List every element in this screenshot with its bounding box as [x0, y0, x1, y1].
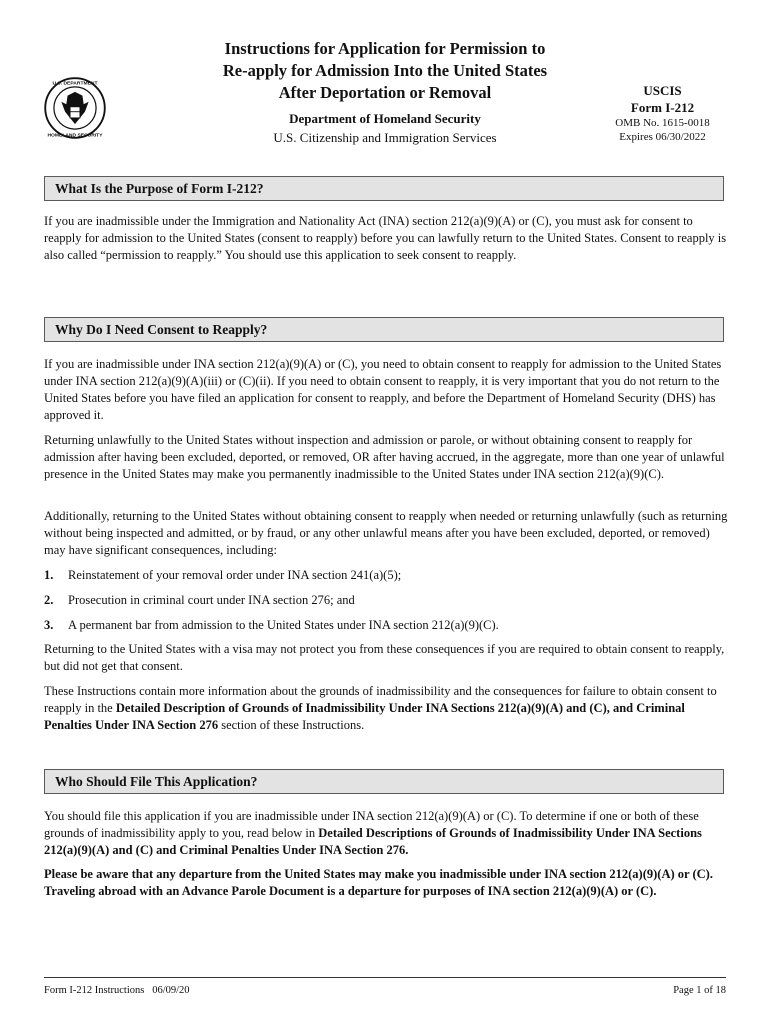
section-heading-why: Why Do I Need Consent to Reapply? [44, 317, 724, 342]
agency-name: U.S. Citizenship and Immigration Services [273, 130, 497, 145]
para5-text-c: section of these Instructions. [218, 718, 365, 732]
svg-text:HOMELAND SECURITY: HOMELAND SECURITY [47, 133, 103, 139]
list-number: 1. [44, 568, 54, 582]
who-paragraph-2-warning: Please be aware that any departure from the United States may make you inadmissible under INA section 212(a)(9)(A) or (C). Traveling abroad with an Advance Parole Document is a departure for purposes of INA section 212(a)(9)(A) or (C). [44, 867, 713, 898]
para5-bold-reference: Detailed Description of Grounds of Inadmissibility Under INA Sections 212(a)(9)(A) and (C), and Criminal Penalties Under INA Section 276 [44, 701, 685, 732]
department-name: Department of Homeland Security [289, 111, 481, 126]
why-paragraph-2: Returning unlawfully to the United States without inspection and admission or parole, or without obtaining consent to reapply for admission after having been excluded, deported, or removed, OR after having accrued, in the aggregate, more than one year of unlawful presence in the United States may make you permanently inadmissible to the United States under INA section 212(a)(9)(C). [44, 433, 725, 481]
list-number: 2. [44, 593, 54, 607]
title-line-1: Instructions for Application for Permission to [224, 39, 546, 58]
svg-text:U.S. DEPARTMENT: U.S. DEPARTMENT [52, 81, 98, 87]
form-id-block [600, 82, 725, 144]
why-paragraph-4: Returning to the United States with a visa may not protect you from these consequences if you are required to obtain consent to reapply, but did not get that consent. [44, 642, 725, 673]
section-heading-purpose: What Is the Purpose of Form I-212? [44, 176, 724, 201]
para5-text-a: These Instructions contain more information about the grounds of inadmissibility and the consequences for failure to obtain consent to reapply in the [44, 684, 717, 715]
why-paragraph-1: If you are inadmissible under INA section 212(a)(9)(A) or (C), you need to obtain consent to reapply for admission to the United States under INA section 212(a)(9)(A)(iii) or (C)(ii). If you need to obtain consent to reapply, it is very important that you do not return to the United States before you have filed an application for consent to reapply, and before the Department of Homeland Security (DHS) has approved it. [44, 357, 722, 422]
purpose-paragraph: If you are inadmissible under the Immigration and Nationality Act (INA) section 212(a)(9)(A) or (C), you must ask for consent to reapply for admission to the United States (consent to reapply) before you can lawfully return to the United States. Consent to reapply is also called “permission to reapply.” You should use this application to seek consent to reapply. [44, 214, 727, 262]
title-line-2: Re-apply for Admission Into the United States [222, 61, 548, 80]
why-paragraph-3: Additionally, returning to the United States without obtaining consent to reapply when needed or returning unlawfully (such as returning without being inspected and admitted, or by fraud, or any other unlawful means after you have been excluded, deported, or removed) may have significant consequences, including: [44, 509, 728, 557]
footer-divider [44, 977, 726, 978]
uscis-label: USCIS [643, 83, 682, 98]
list-text: Prosecution in criminal court under INA section 276; and [68, 593, 355, 607]
title-line-3: After Deportation or Removal [278, 83, 492, 102]
list-number: 3. [44, 618, 54, 632]
form-number: Form I-212 [630, 100, 695, 115]
expiration-date: Expires 06/30/2022 [619, 131, 706, 143]
footer-page-number: Page 1 of 18 [673, 985, 726, 996]
department-block [230, 109, 540, 147]
dhs-seal-icon [44, 77, 106, 139]
section-heading-who: Who Should File This Application? [44, 769, 724, 794]
who-text-a: You should file this application if you are inadmissible under INA section 212(a)(9)(A) or (C). To determine if one or both of these grounds of inadmissibility apply to you, read below in [44, 809, 699, 840]
list-text: Reinstatement of your removal order under INA section 241(a)(5); [68, 568, 402, 582]
document-title [170, 38, 600, 104]
list-item [44, 592, 728, 609]
footer-form-date: Form I-212 Instructions 06/09/20 [44, 985, 190, 996]
who-bold-reference: Detailed Descriptions of Grounds of Inadmissibility Under INA Sections 212(a)(9)(A) and (C) and Criminal Penalties Under INA Section 276. [44, 826, 702, 857]
list-text: A permanent bar from admission to the United States under INA section 212(a)(9)(C). [68, 618, 499, 632]
who-paragraph-1 [44, 808, 728, 859]
list-item [44, 567, 728, 584]
omb-number: OMB No. 1615-0018 [615, 117, 710, 129]
list-item [44, 617, 728, 634]
why-paragraph-5 [44, 683, 728, 734]
